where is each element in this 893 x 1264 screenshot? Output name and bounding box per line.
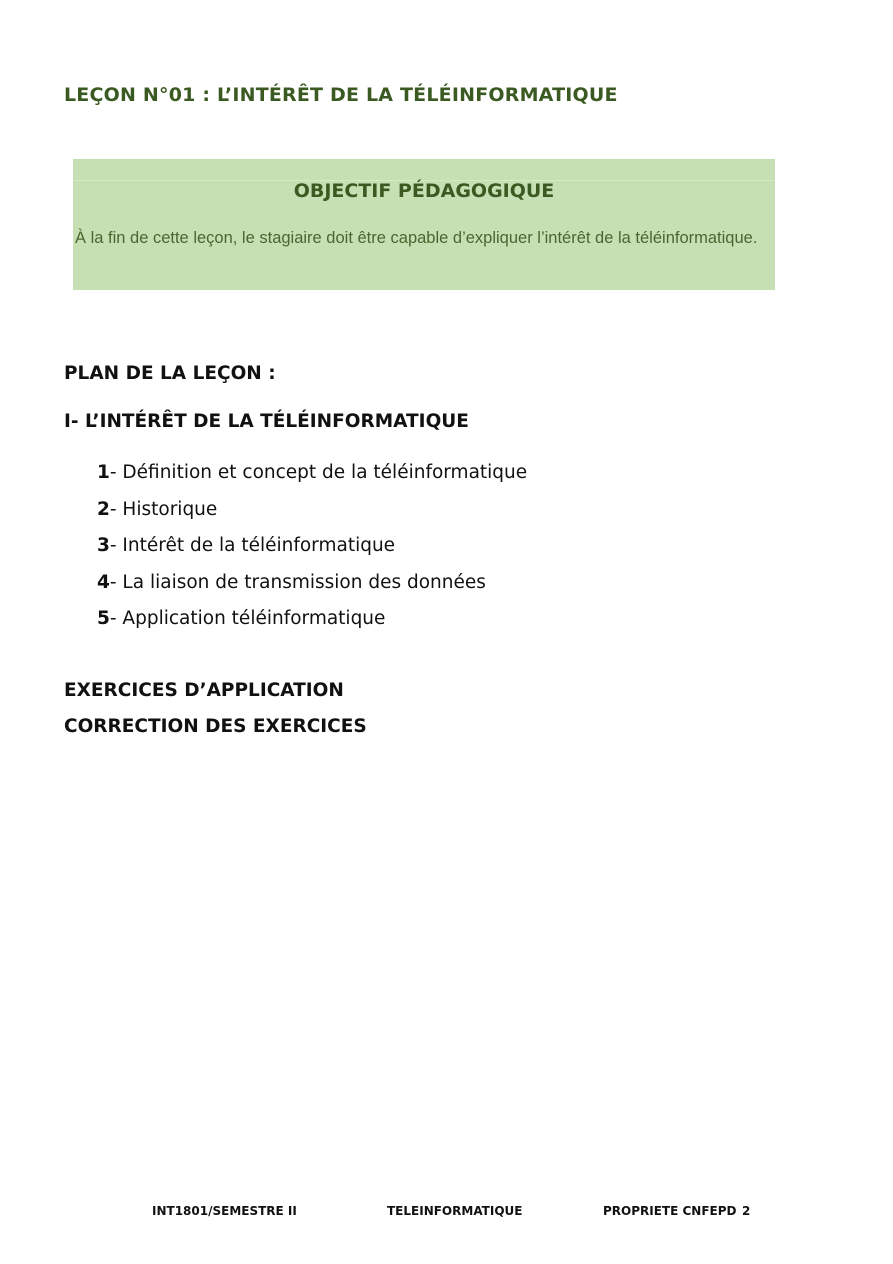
plan-item-text: - Historique: [109, 498, 218, 520]
plan-item-number: 5: [97, 608, 110, 629]
plan-item: [97, 533, 527, 570]
objective-box: [73, 159, 775, 290]
plan-item-text: - Définition et concept de la téléinformatique: [109, 462, 528, 483]
objective-title: OBJECTIF PÉDAGOGIQUE: [293, 180, 555, 202]
plan-item: [97, 570, 527, 607]
plan-list: [97, 460, 527, 643]
plan-item-number: 3: [97, 535, 110, 556]
exercises-title: EXERCICES D’APPLICATION: [64, 680, 344, 701]
section-title: I- L’INTÉRÊT DE LA TÉLÉINFORMATIQUE: [64, 411, 469, 432]
plan-item: [97, 606, 527, 643]
plan-item: [97, 497, 527, 534]
plan-item: [97, 460, 527, 497]
footer-page-number: 2: [742, 1204, 751, 1218]
plan-item-text: - Intérêt de la téléinformatique: [109, 535, 396, 556]
plan-item-text: - Application téléinformatique: [109, 608, 386, 629]
plan-item-text: - La liaison de transmission des données: [109, 571, 486, 593]
objective-text: À la fin de cette leçon, le stagiaire doit être capable d’expliquer l’intérêt de la téléinformatique.: [75, 229, 758, 247]
plan-item-number: 4: [97, 571, 110, 593]
correction-title: CORRECTION DES EXERCICES: [64, 716, 367, 737]
plan-title: PLAN DE LA LEÇON :: [64, 363, 276, 384]
lesson-title: LEÇON N°01 : L’INTÉRÊT DE LA TÉLÉINFORMATIQUE: [64, 84, 618, 106]
footer-course-name: TELEINFORMATIQUE: [387, 1204, 523, 1218]
footer-course-code: INT1801/SEMESTRE II: [152, 1204, 297, 1218]
plan-item-number: 1: [97, 462, 110, 483]
footer-owner: PROPRIETE CNFEPD: [603, 1204, 737, 1218]
plan-item-number: 2: [97, 498, 110, 520]
